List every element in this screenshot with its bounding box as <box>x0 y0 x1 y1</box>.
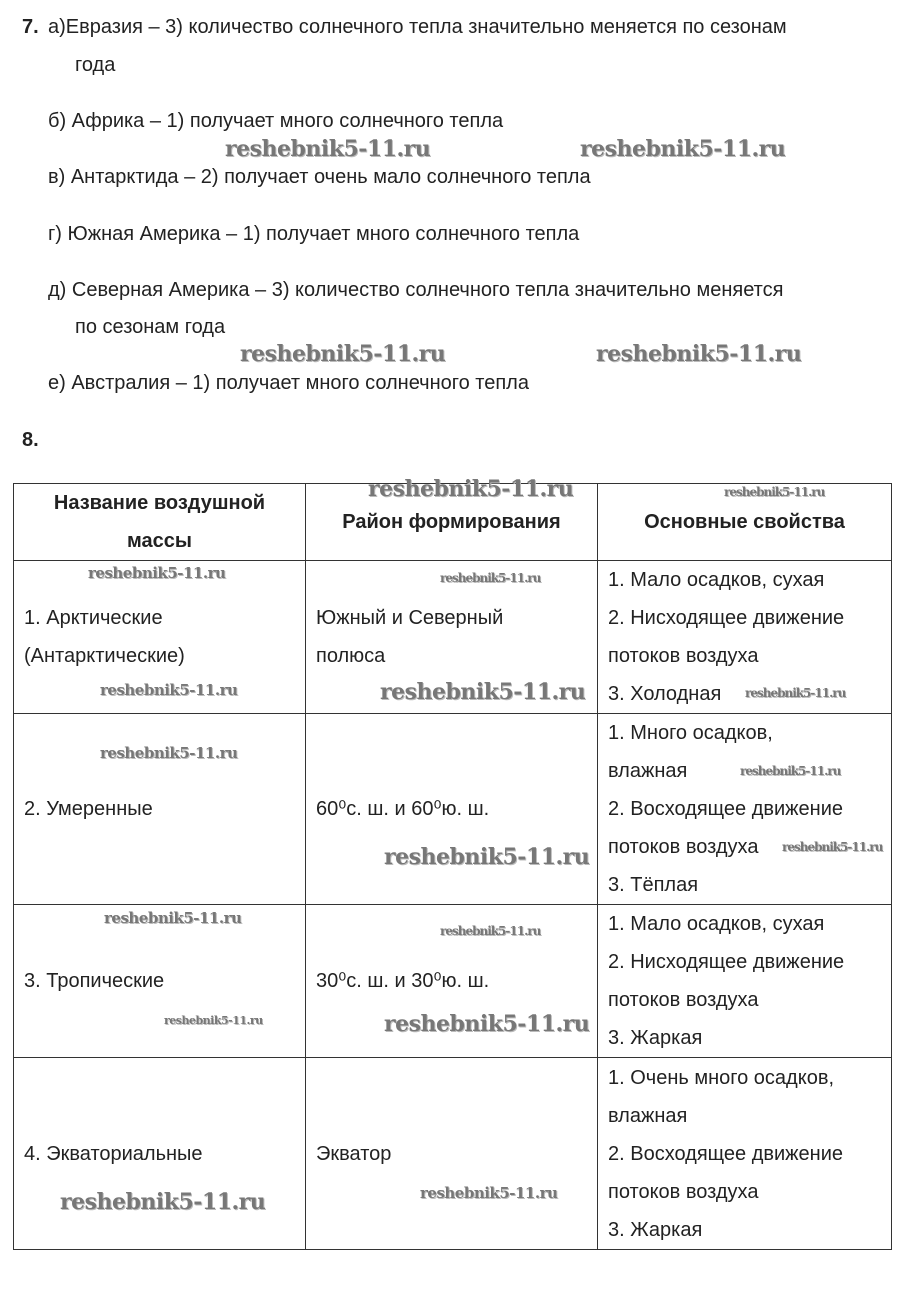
header-props: Основные свойства <box>598 484 892 561</box>
cell-name: 3. Тропические <box>14 905 306 1058</box>
watermark: reshebnik5-11.ru <box>100 681 238 699</box>
table-row <box>14 714 892 905</box>
cell-props: 1. Мало осадков, сухая 2. Нисходящее движение потоков воздуха 3. Жаркая <box>598 905 892 1058</box>
cell-name: 1. Арктические (Антарктические) <box>14 561 306 714</box>
q7-number: 7. <box>22 16 39 38</box>
watermark: reshebnik5-11.ru <box>420 1184 558 1202</box>
watermark: reshebnik5-11.ru <box>740 764 841 778</box>
q7-line: по сезонам года <box>75 316 226 338</box>
watermark: reshebnik5-11.ru <box>240 341 446 367</box>
watermark: reshebnik5-11.ru <box>384 844 590 870</box>
watermark: reshebnik5-11.ru <box>440 571 541 585</box>
cell-props: 1. Мало осадков, сухая 2. Нисходящее движение потоков воздуха 3. Холодная <box>598 561 892 714</box>
watermark: reshebnik5-11.ru <box>380 679 586 705</box>
header-region: Район формирования <box>306 484 598 561</box>
watermark: reshebnik5-11.ru <box>225 136 431 162</box>
q7-line: б) Африка – 1) получает много солнечного тепла <box>48 110 504 132</box>
watermark: reshebnik5-11.ru <box>60 1189 266 1215</box>
cell-region: 30⁰с. ш. и 30⁰ю. ш. <box>306 905 598 1058</box>
watermark: reshebnik5-11.ru <box>440 924 541 938</box>
q7-line: е) Австралия – 1) получает много солнечного тепла <box>48 372 529 394</box>
watermark: reshebnik5-11.ru <box>88 564 226 582</box>
q8-number: 8. <box>22 429 39 451</box>
cell-name: 4. Экваториальные <box>14 1058 306 1250</box>
watermark: reshebnik5-11.ru <box>745 686 846 700</box>
watermark: reshebnik5-11.ru <box>580 136 786 162</box>
cell-props: 1. Очень много осадков, влажная 2. Восходящее движение потоков воздуха 3. Жаркая <box>598 1058 892 1250</box>
watermark: reshebnik5-11.ru <box>164 1014 263 1027</box>
q7-line: д) Северная Америка – 3) количество солнечного тепла значительно меняется <box>48 279 784 301</box>
watermark: reshebnik5-11.ru <box>368 476 574 502</box>
watermark: reshebnik5-11.ru <box>384 1011 590 1037</box>
watermark: reshebnik5-11.ru <box>724 485 825 499</box>
watermark: reshebnik5-11.ru <box>596 341 802 367</box>
watermark: reshebnik5-11.ru <box>100 744 238 762</box>
cell-region: Южный и Северный полюса <box>306 561 598 714</box>
cell-region: 60⁰с. ш. и 60⁰ю. ш. <box>306 714 598 905</box>
q7-line: года <box>75 54 116 76</box>
cell-region: Экватор <box>306 1058 598 1250</box>
cell-name: 2. Умеренные <box>14 714 306 905</box>
q7-line: а)Евразия – 3) количество солнечного тепла значительно меняется по сезонам <box>48 16 787 38</box>
q7-line: в) Антарктида – 2) получает очень мало солнечного тепла <box>48 166 591 188</box>
q7-line: г) Южная Америка – 1) получает много солнечного тепла <box>48 223 580 245</box>
watermark: reshebnik5-11.ru <box>104 909 242 927</box>
table-row <box>14 1058 892 1250</box>
header-name: Название воздушной массы <box>14 484 306 561</box>
watermark: reshebnik5-11.ru <box>782 840 883 854</box>
cell-props: 1. Много осадков, влажная 2. Восходящее движение потоков воздуха 3. Тёплая <box>598 714 892 905</box>
